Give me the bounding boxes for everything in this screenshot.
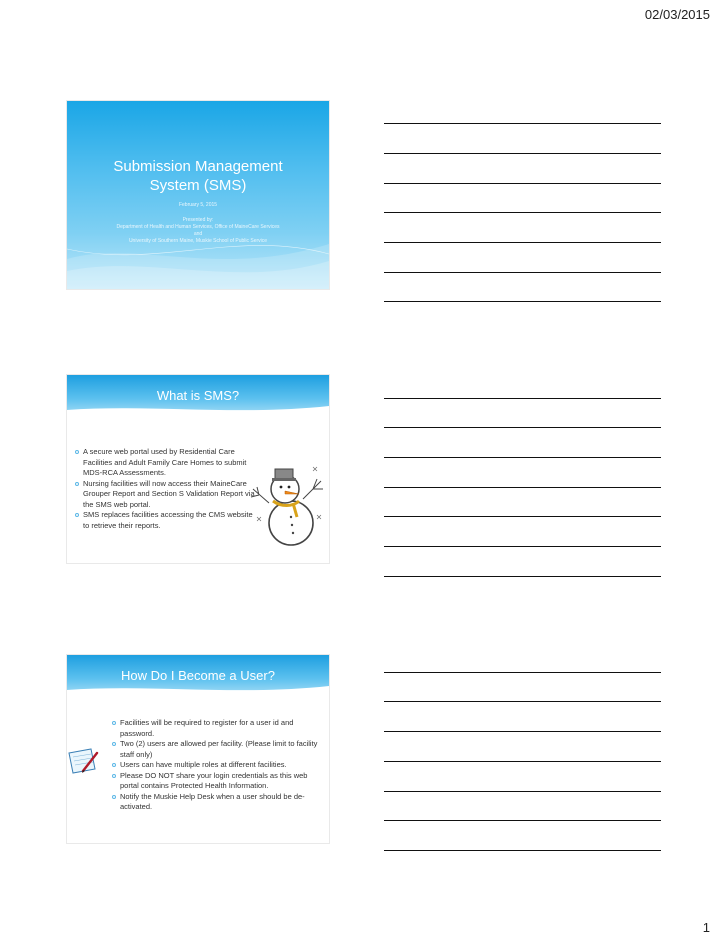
slide1-presented-by: Presented by: [182, 217, 214, 223]
note-line [384, 153, 661, 154]
slide2-header [67, 375, 329, 415]
slide1-title-line1: Submission Management [113, 158, 283, 175]
snowman-icon [247, 459, 327, 551]
notepad-pen-icon [67, 747, 101, 777]
note-line [384, 183, 661, 184]
note-line [384, 761, 661, 762]
slide1-and: and [193, 231, 203, 237]
slide1-org2: University of Southern Maine, Muskie School of Public Service [128, 238, 268, 244]
note-line [384, 701, 661, 702]
note-line [384, 487, 661, 488]
note-line [384, 212, 661, 213]
slide1-title [67, 157, 329, 195]
slide1-date: February 5, 2015 [178, 202, 218, 208]
note-line [384, 731, 661, 732]
header-wave [67, 402, 329, 416]
note-line [384, 427, 661, 428]
slide2-bullets [75, 447, 260, 531]
slide1-org1: Department of Health and Human Services, Office of MaineCare Services [116, 224, 280, 230]
list-item: Users can have multiple roles at different facilities. [112, 760, 324, 771]
page-number: 1 [702, 920, 710, 935]
list-item: Nursing facilities will now access their MaineCare Grouper Report and Section S Validation Report via the SMS web portal. [75, 479, 260, 511]
note-line [384, 123, 661, 124]
slide1-title-line2: System (SMS) [149, 177, 247, 194]
note-line [384, 576, 661, 577]
note-line [384, 791, 661, 792]
slide3-header [67, 655, 329, 695]
note-line [384, 457, 661, 458]
slide-become-user [67, 655, 329, 843]
list-item: Please DO NOT share your login credentials as this web portal contains Protected Health Information. [112, 771, 324, 792]
slide-title [67, 101, 329, 289]
slide-what-is-sms [67, 375, 329, 563]
note-line [384, 820, 661, 821]
note-line [384, 672, 661, 673]
page-date: 02/03/2015 [644, 7, 710, 22]
note-line [384, 301, 661, 302]
note-line [384, 242, 661, 243]
note-line [384, 546, 661, 547]
slide3-bullets [112, 718, 324, 813]
list-item: A secure web portal used by Residential Care Facilities and Adult Family Care Homes to submit MDS-RCA Assessments. [75, 447, 260, 479]
header-wave [67, 682, 329, 696]
slide3-title: How Do I Become a User? [121, 668, 275, 683]
note-line [384, 272, 661, 273]
note-line [384, 516, 661, 517]
note-line [384, 850, 661, 851]
slide2-title: What is SMS? [156, 388, 240, 403]
list-item: Notify the Muskie Help Desk when a user should be de-activated. [112, 792, 324, 813]
list-item: Facilities will be required to register for a user id and password. [112, 718, 324, 739]
list-item: SMS replaces facilities accessing the CMS website to retrieve their reports. [75, 510, 260, 531]
list-item: Two (2) users are allowed per facility. (Please limit to facility staff only) [112, 739, 324, 760]
note-line [384, 398, 661, 399]
